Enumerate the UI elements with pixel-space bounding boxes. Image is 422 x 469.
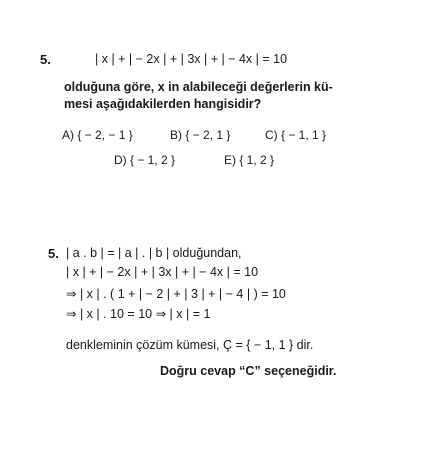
question-prompt-line1: olduğuna göre, x in alabileceği değerlerin kü- (64, 80, 333, 94)
question-equation: | x | + | − 2x | + | 3x | + | − 4x | = 10 (95, 52, 288, 66)
option-a: A) { − 2, − 1 } (62, 128, 133, 142)
solution-line1: | a . b | = | a | . | b | olduğundan, (66, 246, 242, 260)
option-b: B) { − 2, 1 } (170, 128, 231, 142)
question-number: 5. (40, 52, 51, 67)
option-c: C) { − 1, 1 } (265, 128, 327, 142)
solution-line5: denkleminin çözüm kümesi, Ç = { − 1, 1 } dir. (66, 338, 314, 352)
question-prompt-line2: mesi aşağıdakilerden hangisidir? (64, 97, 262, 111)
answer-text: Doğru cevap “C” seçeneğidir. (160, 364, 337, 378)
solution-number: 5. (48, 246, 59, 261)
solution-line4: ⇒ | x | . 10 = 10 ⇒ | x | = 1 (66, 307, 211, 321)
solution-line3: ⇒ | x | . ( 1 + | − 2 | + | 3 | + | − 4 | ) = 10 (66, 287, 286, 301)
option-e: E) { 1, 2 } (224, 153, 275, 167)
option-d: D) { − 1, 2 } (114, 153, 176, 167)
solution-line2: | x | + | − 2x | + | 3x | + | − 4x | = 10 (66, 265, 259, 279)
